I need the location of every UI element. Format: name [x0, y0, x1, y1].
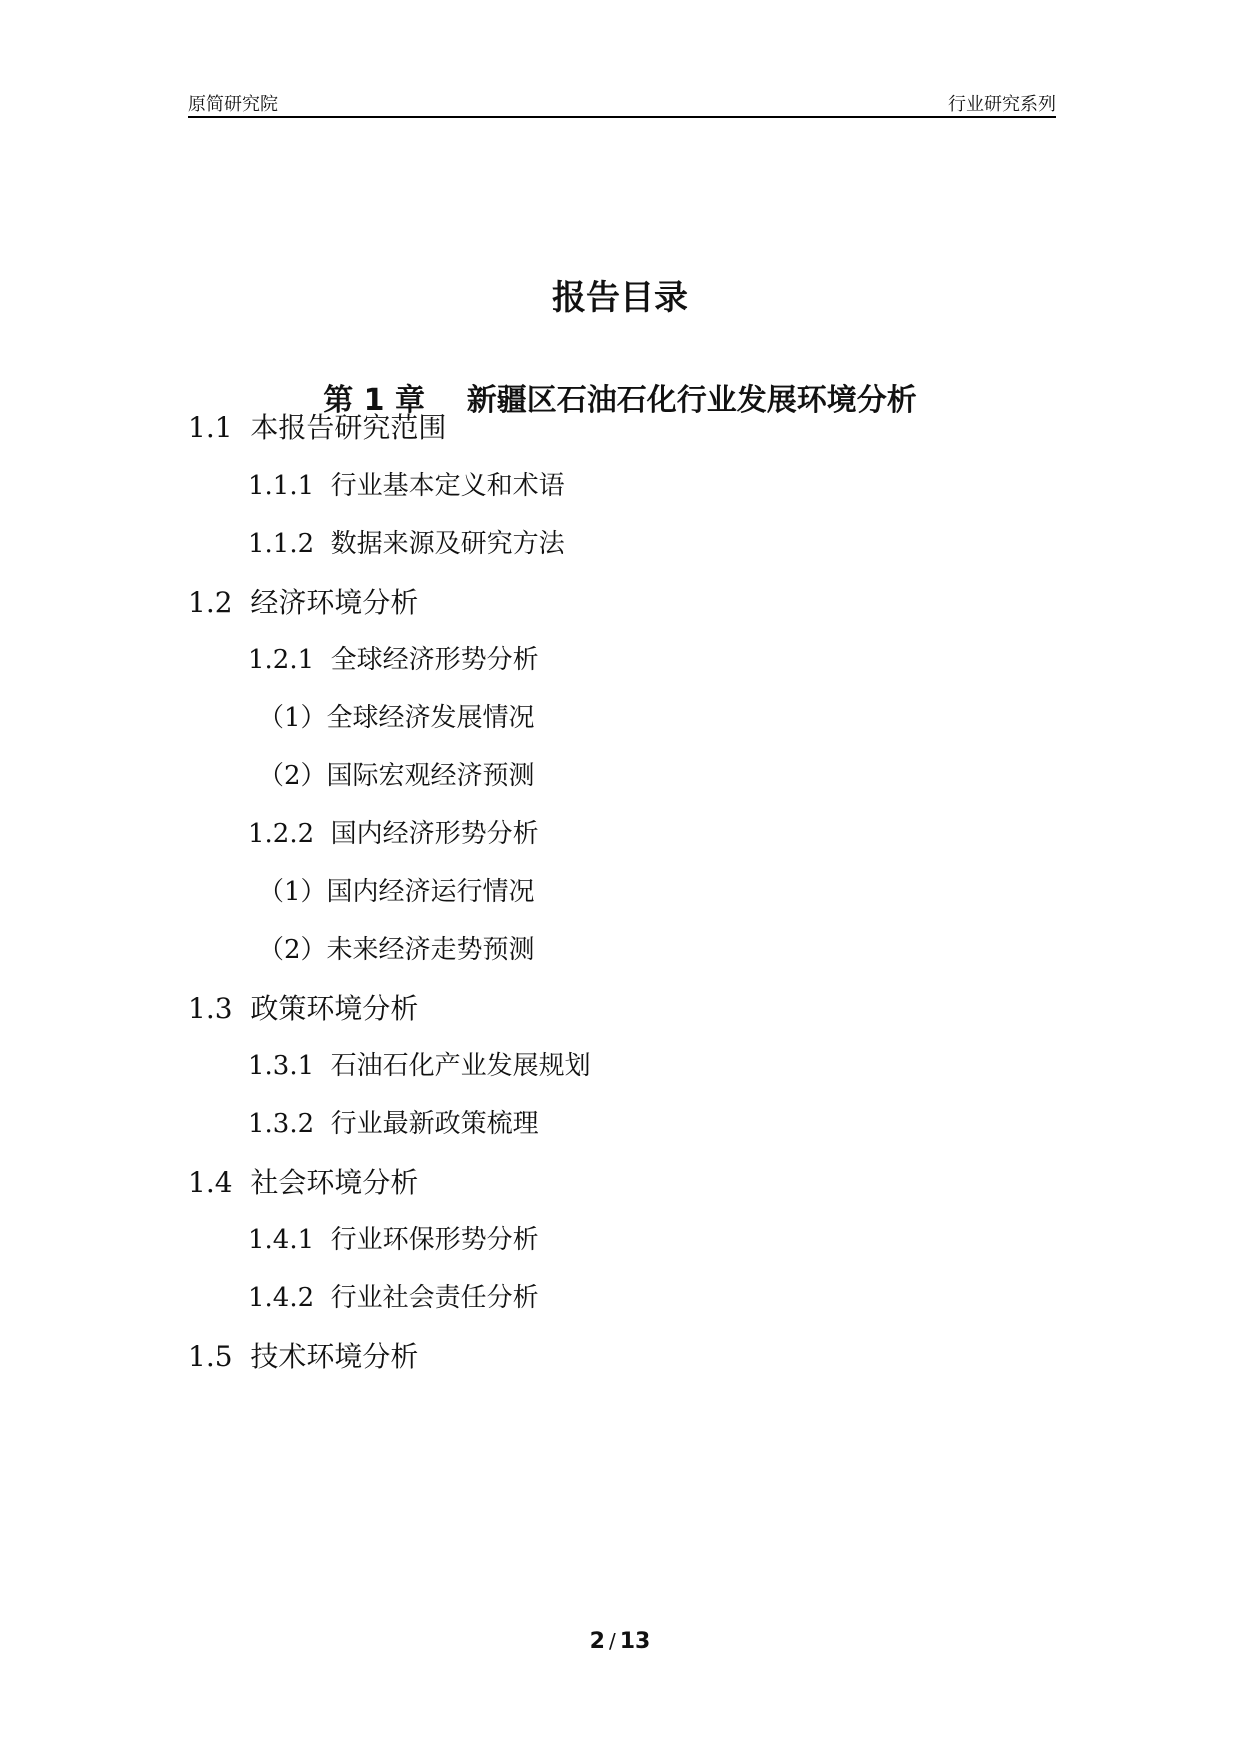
toc-item-1-2-2-a: （1）国内经济运行情况: [258, 877, 535, 907]
page-total: 13: [619, 1629, 651, 1654]
toc-item-1-4: 1.4 社会环境分析: [188, 1166, 419, 1199]
toc-item-1-3-1: 1.3.1 石油石化产业发展规划: [248, 1051, 591, 1081]
toc-item-1-2-1: 1.2.1 全球经济形势分析: [248, 645, 539, 675]
toc-item-1-2-2: 1.2.2 国内经济形势分析: [248, 819, 539, 849]
toc-item-1-4-2: 1.4.2 行业社会责任分析: [248, 1283, 539, 1313]
chapter-title: 第 1 章 新疆区石油石化行业发展环境分析: [323, 383, 917, 418]
toc-item-1-2-2-b: （2）未来经济走势预测: [258, 935, 535, 965]
page-current: 2: [589, 1629, 605, 1654]
toc-item-1-2: 1.2 经济环境分析: [188, 586, 419, 619]
toc-item-1-1: 1.1 本报告研究范围: [188, 411, 447, 444]
header-organization: 原简研究院: [188, 94, 278, 115]
toc-item-1-5: 1.5 技术环境分析: [188, 1340, 419, 1373]
page-number: [0, 1629, 1240, 1654]
toc-item-1-1-2: 1.1.2 数据来源及研究方法: [248, 529, 565, 559]
toc-item-1-2-1-a: （1）全球经济发展情况: [258, 703, 535, 733]
toc-item-1-1-1: 1.1.1 行业基本定义和术语: [248, 471, 565, 501]
page-header: [188, 88, 1056, 118]
header-series: 行业研究系列: [948, 94, 1056, 115]
page-separator: /: [608, 1629, 616, 1653]
toc-item-1-4-1: 1.4.1 行业环保形势分析: [248, 1225, 539, 1255]
toc-item-1-3-2: 1.3.2 行业最新政策梳理: [248, 1109, 539, 1139]
toc-item-1-2-1-b: （2）国际宏观经济预测: [258, 761, 535, 791]
report-title: 报告目录: [552, 278, 688, 318]
toc-item-1-3: 1.3 政策环境分析: [188, 992, 419, 1025]
